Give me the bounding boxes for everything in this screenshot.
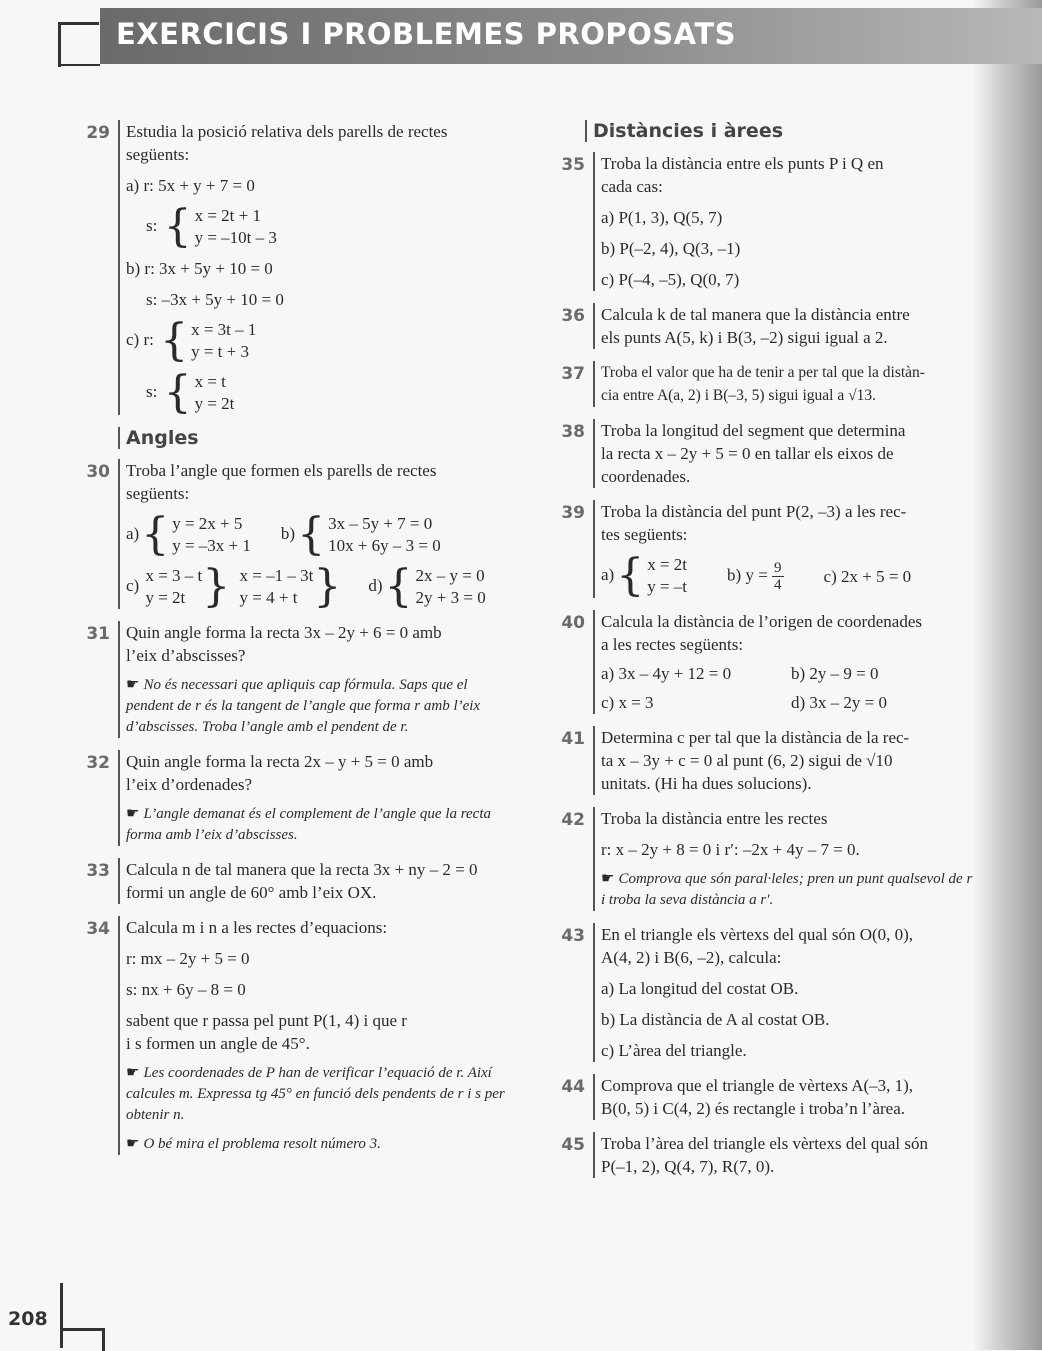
hint-note: ☛ No és necessari que apliquis cap fórmula. Saps que el pendent de r és la tangent de l’angle que forma r amb l’eix d’abscisses. Troba l’angle amb el pendent de r. bbox=[126, 677, 481, 735]
system-equation: a) { y = 2x + 5 y = –3x + 1 bbox=[126, 509, 251, 560]
pointing-hand-icon: ☛ bbox=[601, 871, 615, 887]
problem-36 bbox=[545, 303, 975, 349]
system-equation: d) { 2x – y = 0 2y + 3 = 0 bbox=[368, 561, 486, 612]
equation: b) r: 3x + 5y + 10 = 0 bbox=[126, 259, 273, 278]
problem-body bbox=[118, 916, 510, 1155]
equation: c) P(–4, –5), Q(0, 7) bbox=[601, 270, 740, 289]
problem-39 bbox=[545, 500, 975, 601]
problem-text: i s formen un angle de 45°. bbox=[126, 1034, 310, 1053]
problem-text: Troba l’angle que formen els parells de rectes bbox=[126, 461, 437, 480]
problem-text: En el triangle els vèrtexs del qual són O(0, 0), bbox=[601, 925, 914, 944]
section-heading-angles: Angles bbox=[118, 427, 510, 449]
problem-43 bbox=[545, 923, 975, 1062]
problem-text: Troba la longitud del segment que determina bbox=[601, 421, 906, 440]
pointing-hand-icon: ☛ bbox=[126, 806, 140, 822]
hint-note: ☛ Comprova que són paral·leles; pren un punt qualsevol de r i troba la seva distància a r′. bbox=[601, 871, 973, 908]
problem-number: 39 bbox=[561, 503, 585, 523]
problem-text: b) La distància de A al costat OB. bbox=[601, 1010, 830, 1029]
problem-body bbox=[593, 500, 975, 601]
problem-40 bbox=[545, 610, 975, 714]
problem-34 bbox=[70, 916, 510, 1155]
problem-number: 43 bbox=[561, 926, 585, 946]
system-equation: b) { 3x – 5y + 7 = 0 10x + 6y – 3 = 0 bbox=[280, 509, 441, 560]
problem-body bbox=[593, 610, 981, 714]
problem-44 bbox=[545, 1074, 975, 1120]
problem-text: Quin angle forma la recta 3x – 2y + 6 = 0 amb bbox=[126, 623, 442, 642]
problem-number: 42 bbox=[561, 810, 585, 830]
problem-number: 41 bbox=[561, 729, 585, 749]
page-number: 208 bbox=[8, 1308, 48, 1330]
problem-number: 34 bbox=[86, 919, 110, 939]
system-equation: c) r: { x = 3t – 1 y = t + 3 bbox=[126, 315, 257, 366]
problem-text: Determina c per tal que la distància de la rec- bbox=[601, 728, 910, 747]
equation-row bbox=[126, 561, 510, 612]
problem-number: 36 bbox=[561, 306, 585, 326]
page-title: EXERCICIS I PROBLEMES PROPOSATS bbox=[116, 17, 736, 51]
problem-text: sabent que r passa pel punt P(1, 4) i que r bbox=[126, 1011, 407, 1030]
problem-30 bbox=[70, 459, 510, 612]
problem-number: 29 bbox=[86, 123, 110, 143]
problem-body bbox=[593, 152, 975, 291]
equation: a) r: 5x + y + 7 = 0 bbox=[126, 176, 255, 195]
problem-body bbox=[593, 419, 975, 488]
problem-text: Troba la distància entre les rectes bbox=[601, 809, 828, 828]
equation: s: nx + 6y – 8 = 0 bbox=[126, 980, 246, 999]
problem-body bbox=[593, 303, 975, 349]
problem-body bbox=[118, 459, 510, 612]
problem-text: l’eix d’abscisses? bbox=[126, 646, 246, 665]
hint-note: ☛ L’angle demanat és el complement de l’angle que la recta forma amb l’eix d’abscisses. bbox=[126, 806, 491, 843]
problem-35 bbox=[545, 152, 975, 291]
problem-number: 33 bbox=[86, 861, 110, 881]
problem-37 bbox=[545, 361, 975, 407]
problem-text: Calcula la distància de l’origen de coordenades bbox=[601, 612, 922, 631]
problem-text: tes següents: bbox=[601, 525, 688, 544]
equation-grid bbox=[601, 662, 981, 714]
problem-body bbox=[118, 750, 510, 846]
problem-number: 45 bbox=[561, 1135, 585, 1155]
problem-text: unitats. (Hi ha dues solucions). bbox=[601, 774, 812, 793]
problem-text: següents: bbox=[126, 484, 190, 503]
problem-body bbox=[593, 1074, 975, 1120]
system-equation: c) x = 3 – t y = 2t } x = –1 – 3t y = 4 + t } bbox=[126, 561, 342, 612]
problem-text: P(–1, 2), Q(4, 7), R(7, 0). bbox=[601, 1157, 775, 1176]
problem-body bbox=[593, 726, 975, 795]
section-heading-distances: Distàncies i àrees bbox=[585, 120, 975, 142]
corner-mark-top-foot bbox=[58, 58, 100, 66]
problem-text: Troba l’àrea del triangle els vèrtexs del qual són bbox=[601, 1134, 928, 1153]
system-equation: a) { x = 2t y = –t bbox=[601, 550, 688, 601]
problem-text: coordenades. bbox=[601, 467, 691, 486]
problem-text: ta x – 3y + c = 0 al punt (6, 2) sigui de √10 bbox=[601, 751, 893, 770]
problem-number: 35 bbox=[561, 155, 585, 175]
problem-number: 32 bbox=[86, 753, 110, 773]
problem-text: a les rectes següents: bbox=[601, 635, 744, 654]
system-equation: s: { x = 2t + 1 y = –10t – 3 bbox=[146, 201, 277, 252]
problem-text: Troba la distància del punt P(2, –3) a les rec- bbox=[601, 502, 907, 521]
corner-mark-bottom-foot bbox=[60, 1328, 105, 1351]
problem-31 bbox=[70, 621, 510, 738]
problem-body bbox=[593, 923, 975, 1062]
equation: r: mx – 2y + 5 = 0 bbox=[126, 949, 250, 968]
problem-text: formi un angle de 60° amb l’eix OX. bbox=[126, 883, 377, 902]
left-column bbox=[70, 120, 510, 1167]
equation: c) x = 3 bbox=[601, 693, 654, 712]
problem-text: Calcula k de tal manera que la distància entre bbox=[601, 305, 910, 324]
problem-text: Calcula n de tal manera que la recta 3x + ny – 2 = 0 bbox=[126, 860, 478, 879]
problem-number: 30 bbox=[86, 462, 110, 482]
equation: a) P(1, 3), Q(5, 7) bbox=[601, 208, 723, 227]
problem-body bbox=[118, 858, 510, 904]
equation: c) 2x + 5 = 0 bbox=[823, 566, 912, 586]
problem-number: 31 bbox=[86, 624, 110, 644]
problem-text: B(0, 5) i C(4, 2) és rectangle i troba’n l’àrea. bbox=[601, 1099, 905, 1118]
equation: b) P(–2, 4), Q(3, –1) bbox=[601, 239, 741, 258]
problem-body bbox=[118, 120, 510, 418]
problem-text: Troba el valor que ha de tenir a per tal que la distàn- bbox=[601, 364, 925, 381]
problem-text: Comprova que el triangle de vèrtexs A(–3, 1), bbox=[601, 1076, 914, 1095]
problem-29 bbox=[70, 120, 510, 418]
problem-body bbox=[118, 621, 510, 738]
right-column bbox=[545, 120, 975, 1190]
problem-text: els punts A(5, k) i B(3, –2) sigui igual a 2. bbox=[601, 328, 888, 347]
problem-41 bbox=[545, 726, 975, 795]
equation-row bbox=[126, 509, 510, 560]
fraction-equation: b) y = $\frac{9}{4}$ bbox=[727, 559, 782, 593]
problem-number: 44 bbox=[561, 1077, 585, 1097]
problem-text: Quin angle forma la recta 2x – y + 5 = 0 amb bbox=[126, 752, 434, 771]
problem-text: a) La longitud del costat OB. bbox=[601, 979, 799, 998]
problem-number: 37 bbox=[561, 364, 585, 384]
problem-number: 38 bbox=[561, 422, 585, 442]
equation: d) 3x – 2y = 0 bbox=[791, 693, 887, 712]
problem-text: A(4, 2) i B(6, –2), calcula: bbox=[601, 948, 782, 967]
problem-text: cada cas: bbox=[601, 177, 663, 196]
problem-text: següents: bbox=[126, 145, 190, 164]
problem-45 bbox=[545, 1132, 975, 1178]
problem-32 bbox=[70, 750, 510, 846]
equation: r: x – 2y + 8 = 0 i r′: –2x + 4y – 7 = 0. bbox=[601, 840, 860, 859]
problem-text: c) L’àrea del triangle. bbox=[601, 1041, 747, 1060]
problem-42 bbox=[545, 807, 975, 911]
system-equation: s: { x = t y = 2t bbox=[146, 367, 235, 418]
pointing-hand-icon: ☛ bbox=[126, 677, 140, 693]
equation: b) 2y – 9 = 0 bbox=[791, 664, 879, 683]
problem-number: 40 bbox=[561, 613, 585, 633]
problem-text: Calcula m i n a les rectes d’equacions: bbox=[126, 918, 388, 937]
equation-row bbox=[601, 550, 975, 601]
problem-text: la recta x – 2y + 5 = 0 en tallar els eixos de bbox=[601, 444, 894, 463]
problem-text: Estudia la posició relativa dels parells de rectes bbox=[126, 122, 448, 141]
pointing-hand-icon: ☛ bbox=[126, 1065, 140, 1081]
problem-38 bbox=[545, 419, 975, 488]
problem-text: cia entre A(a, 2) i B(–3, 5) sigui igual a √13. bbox=[601, 387, 876, 404]
problem-body bbox=[593, 807, 975, 911]
hint-note: ☛ O bé mira el problema resolt número 3. bbox=[126, 1136, 381, 1152]
page-edge-shadow bbox=[972, 0, 1042, 1350]
hint-note: ☛ Les coordenades de P han de verificar l’equació de r. Així calcules m. Expressa tg 45° en funció dels pendents de r i s per obtenir n. bbox=[126, 1065, 505, 1123]
pointing-hand-icon: ☛ bbox=[126, 1136, 140, 1152]
problem-body bbox=[593, 1132, 975, 1178]
problem-text: l’eix d’ordenades? bbox=[126, 775, 253, 794]
equation: s: –3x + 5y + 10 = 0 bbox=[146, 290, 284, 309]
problem-33 bbox=[70, 858, 510, 904]
problem-body bbox=[593, 361, 975, 407]
equation: a) 3x – 4y + 12 = 0 bbox=[601, 664, 732, 683]
problem-text: Troba la distància entre els punts P i Q en bbox=[601, 154, 884, 173]
